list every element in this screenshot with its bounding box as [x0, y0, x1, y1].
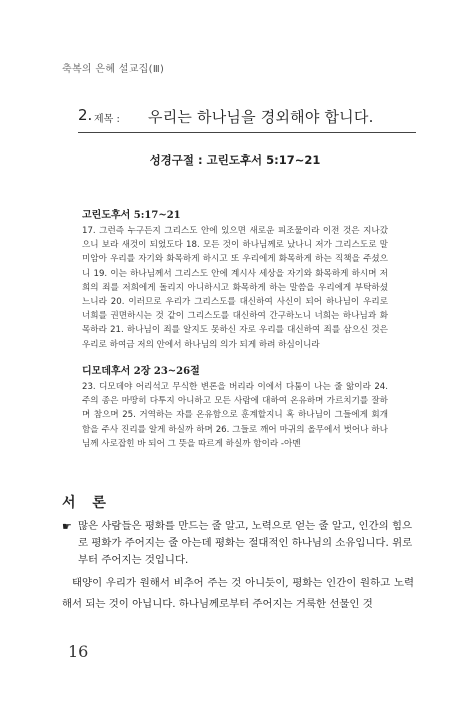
- page-number: 16: [68, 642, 89, 661]
- sermon-number: 2.: [78, 106, 93, 124]
- section-title: 서 론: [62, 495, 112, 511]
- running-header: 축복의 은혜 설교집(Ⅲ): [62, 64, 165, 75]
- body-paragraph: 태양이 우리가 원해서 비추어 주는 것 아니듯이, 평화는 인간이 원하고 노력해서 되는 것이 아닙니다. 하나님께로부터 주어지는 거룩한 선물인 것: [62, 577, 414, 610]
- pointing-hand-icon: ☛: [62, 520, 72, 533]
- passage-text: 23. 디모데야 어리석고 무식한 변론을 버리라 이에서 다툼이 나는 줄 앎이라 24. 주의 종은 마땅히 다투지 아니하고 모든 사람에 대하여 온유하며 가르치기를 잘하며 참으며 25. 거역하는 자를 온유함으로 훈계할지니 혹 하나님이 그들에게 회개함을 주사 진리를 알게 하실까 하며 26. 그들로 깨어 마귀의 올무에서 벗어나 하나님께 사로잡힌 바 되어 그 뜻을 따르게 하실까 함이라 -아멘: [82, 382, 388, 449]
- bullet-paragraph: [62, 518, 414, 569]
- passage-heading: 고린도후서 5:17~21: [82, 210, 181, 221]
- passage-heading: 디모데후서 2장 23~26절: [82, 366, 200, 377]
- bullet-text: 많은 사람들은 평화를 만드는 줄 알고, 노력으로 얻는 줄 알고, 인간의 힘으로 평화가 주어지는 줄 아는데 평화는 절대적인 하나님의 소유입니다. 위로부터 주어지는 것입니다.: [78, 520, 413, 566]
- scripture-reference: 성경구절 : 고린도후서 5:17~21: [149, 153, 321, 167]
- sermon-title-label: 제목 :: [94, 114, 120, 125]
- sermon-title-row: [78, 106, 416, 133]
- sermon-title: 우리는 하나님을 경외해야 합니다.: [148, 108, 374, 126]
- passage-text: 17. 그런즉 누구든지 그리스도 안에 있으면 새로운 피조물이라 이전 것은 지나갔으니 보라 새것이 되었도다 18. 모든 것이 하나님께로 났나니 저가 그리스도로 말미암아 우리를 자기와 화목하게 하시고 또 우리에게 화목하게 하는 직책을 주셨으니 19. 이는 하나님께서 그리스도 안에 계시사 세상을 자기와 화목하게 하시며 저희의 죄를 저희에게 돌리지 아니하시고 화목하게 하는 말씀을 우리에게 부탁하셨느니라 20. 이러므로 우리가 그리스도를 대신하여 사신이 되어 하나님이 우리로 너희를 권면하시는 것 같이 그리스도를 대신하여 간구하노니 너희는 하나님과 화목하라 21. 하나님이 죄를 알지도 못하신 자로 우리를 대신하여 죄를 삼으신 것은 우리로 하여금 저의 안에서 하나님의 의가 되게 하려 하심이니라: [82, 226, 388, 350]
